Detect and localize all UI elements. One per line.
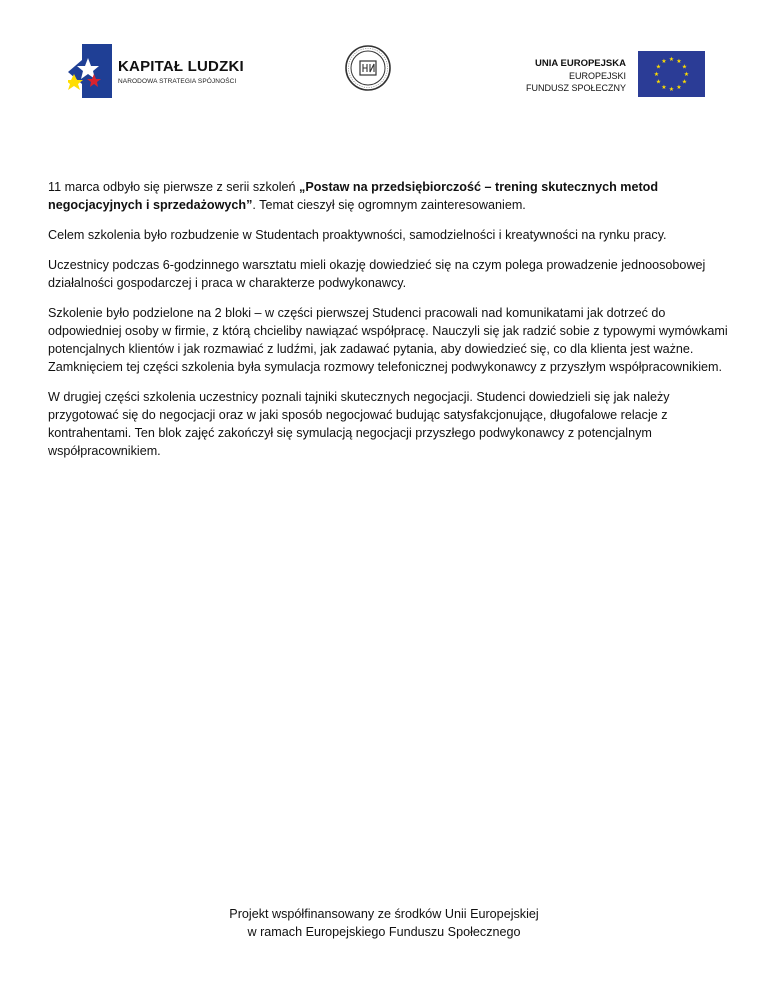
footer-line-1: Projekt współfinansowany ze środków Unii Europejskiej (229, 907, 539, 921)
eu-line-europejski: EUROPEJSKI (568, 71, 626, 81)
eu-line-fundusz: FUNDUSZ SPOŁECZNY (525, 83, 626, 93)
article-body (48, 178, 728, 472)
svg-text:★: ★ (681, 63, 688, 71)
svg-text:★: ★ (653, 71, 660, 78)
paragraph-goal: Celem szkolenia było rozbudzenie w Studentach proaktywności, samodzielności i kreatywności na rynku pracy. (48, 228, 667, 242)
paragraph-intro (48, 178, 728, 214)
eu-text-block (526, 58, 626, 94)
paragraph-second-part: W drugiej części szkolenia uczestnicy poznali tajniki skutecznych negocjacji. Studenci dowiedzieli się jak należy przygotować się do negocjacji oraz w jaki sposób negocjować budując satysfakcjonujące, długofalowe relacje z kontrahentami. Ten blok zajęć zakończył się symulacją negocjacji przyszłego podwykonawcy z potencjalnym współpracownikiem. (48, 390, 670, 458)
svg-text:★: ★ (681, 78, 688, 86)
paragraph-participants: Uczestnicy podczas 6-godzinnego warsztatu mieli okazję dowiedzieć się na czym polega prowadzenie jednoosobowej działalności gospodarczej i praca w charakterze podwykonawcy. (48, 258, 706, 290)
svg-text:★: ★ (676, 84, 682, 91)
document-header (0, 0, 768, 120)
university-seal (344, 44, 392, 92)
footer-line-2: w ramach Europejskiego Funduszu Społecznego (247, 925, 521, 939)
kapital-ludzki-logo (68, 44, 112, 98)
svg-text:★: ★ (655, 63, 662, 71)
svg-text:★: ★ (683, 71, 690, 78)
footer-cofinancing (0, 905, 768, 941)
intro-text: 11 marca odbyło się pierwsze z serii szkoleń (48, 180, 300, 194)
svg-text:★: ★ (655, 78, 662, 86)
paragraph-blocks: Szkolenie było podzielone na 2 bloki – w części pierwszej Studenci pracowali nad komunikatami jak dotrzeć do odpowiedniej osoby w firmie, z którą chcieliby nawiązać współpracę. Nauczyli się jak radzić sobie z typowymi wymówkami potencjalnych klientów i jak rozmawiać z ludźmi, jak zadawać pytania, aby dowiedzieć się, co dla klienta jest ważne. Zamknięciem tej części szkolenia była symulacja rozmowy telefonicznej podwykonawcy z przyszłym współpracownikiem. (48, 306, 728, 374)
svg-text:★: ★ (668, 86, 675, 93)
svg-text:★: ★ (676, 58, 682, 65)
svg-text:★: ★ (661, 58, 667, 65)
eu-flag (638, 51, 705, 97)
intro-text-end: . Temat cieszył się ogromnym zainteresowaniem. (252, 198, 526, 212)
kapital-ludzki-subtitle: NARODOWA STRATEGIA SPÓJNOŚCI (118, 78, 237, 85)
svg-text:★: ★ (668, 56, 675, 63)
training-title: „Postaw na przedsiębiorczość – trening skutecznych metod negocjacyjnych i sprzedażowych” (48, 180, 659, 212)
eu-title: UNIA EUROPEJSKA (535, 58, 626, 69)
kapital-ludzki-title: KAPITAŁ LUDZKI (118, 58, 244, 75)
svg-text:★: ★ (661, 84, 667, 91)
